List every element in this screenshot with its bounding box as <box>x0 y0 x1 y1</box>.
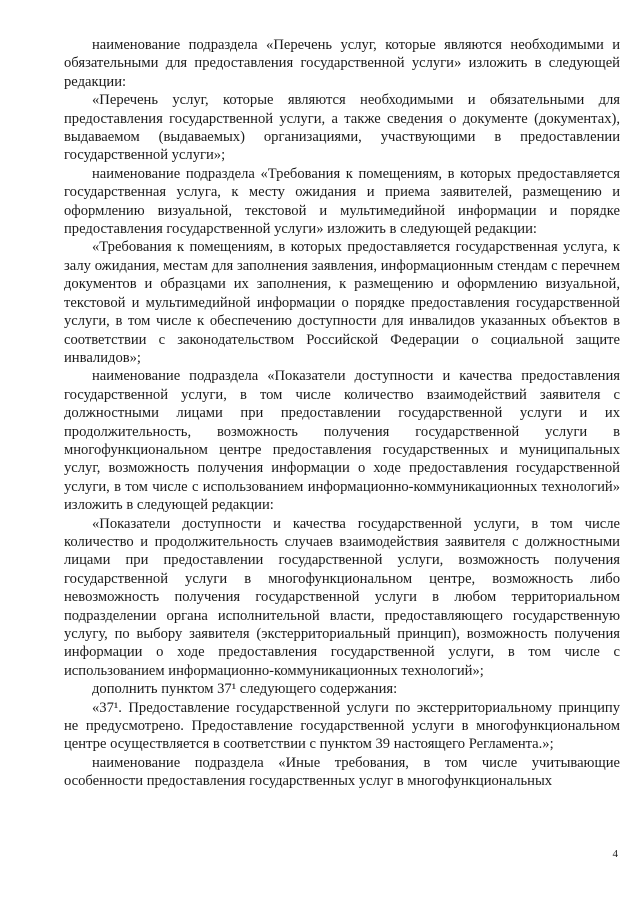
paragraph-6: «Показатели доступности и качества государственной услуги, в том числе количество и продолжительность случаев взаимодействия заявителя с должностными лицами при предоставлении государственной услуги, возможность получения государственной услуги в многофункциональном центре, возможность либо невозможность получения государственной услуги в любом территориальном подразделении органа исполнительной власти, предоставляющего государственную услугу, по выбору заявителя (экстерриториальный принцип), возможность получения информации о ходе предоставления государственной услуги, в том числе с использованием информационно-коммуникационных технологий»; <box>64 515 620 679</box>
paragraph-8: «37¹. Предоставление государственной услуги по экстерриториальному принципу не предусмотрено. Предоставление государственной услуги в многофункциональном центре осуществляется в соответствии с пунктом 39 настоящего Регламента.»; <box>64 699 620 753</box>
paragraph-5: наименование подраздела «Показатели доступности и качества предоставления государственной услуги, в том числе количество взаимодействий заявителя с должностными лицами при предоставлении государственной услуги и их продолжительность, возможность получения государственной услуги в многофункциональном центре предоставления государственных и муниципальных услуг, возможность получения информации о ходе предоставления государственной услуги, в том числе с использованием информационно-коммуникационных технологий» изложить в следующей редакции: <box>64 368 620 514</box>
paragraph-2: «Перечень услуг, которые являются необходимыми и обязательными для предоставления государственной услуги, а также сведения о документе (документах), выдаваемом (выдаваемых) организациями, участвующими в предоставлении государственной услуги»; <box>64 92 620 164</box>
paragraph-7: дополнить пунктом 37¹ следующего содержания: <box>92 681 398 698</box>
page-number: 4 <box>612 848 618 860</box>
paragraph-4: «Требования к помещениям, в которых предоставляется государственная услуга, к залу ожидания, местам для заполнения заявления, информационным стендам с перечнем документов и образцами их заполнения, к размещению и оформлению визуальной, текстовой и мультимедийной информации о порядке предоставления государственной услуги, в том числе к обеспечению доступности для инвалидов указанных объектов в соответствии с законодательством Российской Федерации о социальной защите инвалидов»; <box>64 239 620 366</box>
paragraph-3: наименование подраздела «Требования к помещениям, в которых предоставляется государственная услуга, к месту ожидания и приема заявителей, размещению и оформлению визуальной, текстовой и мультимедийной информации и порядке предоставления государственной услуги» изложить в следующей редакции: <box>64 165 620 238</box>
paragraph-9: наименование подраздела «Иные требования, в том числе учитывающие особенности предоставления государственных услуг в многофункциональных <box>64 754 620 790</box>
paragraph-1: наименование подраздела «Перечень услуг, которые являются необходимыми и обязательными для предоставления государственной услуги» изложить в следующей редакции: <box>64 37 620 90</box>
